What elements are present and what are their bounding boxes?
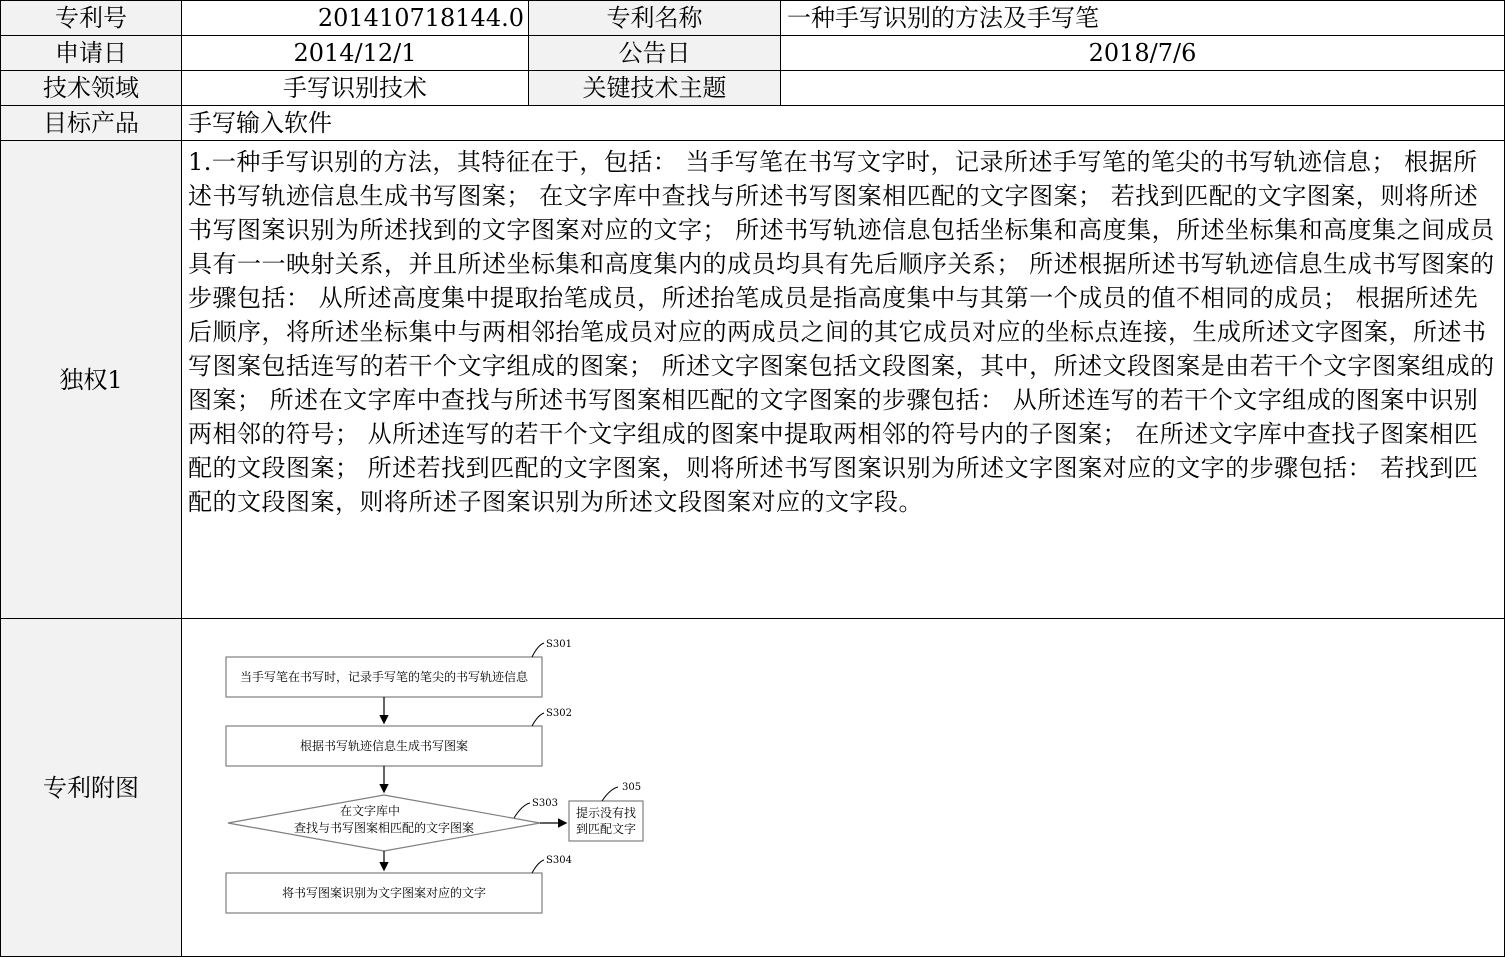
publication-date-label: 公告日 bbox=[529, 36, 781, 71]
figure-cell bbox=[182, 619, 1505, 957]
row-tech-field bbox=[1, 71, 1505, 106]
row-dates bbox=[1, 36, 1505, 71]
step-s304-text: 将书写图案识别为文字图案对应的文字 bbox=[281, 886, 487, 900]
tech-field-value: 手写识别技术 bbox=[182, 71, 529, 106]
step-s303-id: S303 bbox=[532, 798, 558, 809]
row-target-product bbox=[1, 106, 1505, 141]
step-305-line2: 到匹配文字 bbox=[575, 822, 637, 836]
publication-date-value: 2018/7/6 bbox=[781, 36, 1505, 71]
tech-field-label: 技术领域 bbox=[1, 71, 182, 106]
patent-no-value: 201410718144.0 bbox=[182, 1, 529, 36]
step-s302-id: S302 bbox=[546, 708, 572, 719]
claim-label: 独权1 bbox=[1, 141, 182, 619]
key-topic-label: 关键技术主题 bbox=[529, 71, 781, 106]
flowchart bbox=[182, 619, 1504, 955]
key-topic-value bbox=[781, 71, 1505, 106]
target-product-label: 目标产品 bbox=[1, 106, 182, 141]
patent-name-value: 一种手写识别的方法及手写笔 bbox=[781, 1, 1505, 36]
step-s301 bbox=[226, 639, 572, 697]
row-patent-no bbox=[1, 1, 1505, 36]
step-s302 bbox=[226, 708, 572, 766]
claim-text: 1.一种手写识别的方法，其特征在于，包括： 当手写笔在书写文字时，记录所述手写笔的笔尖的书写轨迹信息； 根据所述书写轨迹信息生成书写图案； 在文字库中查找与所述书写图案相匹配的文字图案； 若找到匹配的文字图案，则将所述书写图案识别为所述找到的文字图案对应的文字； 所述书写轨迹信息包括坐标集和高度集，所述坐标集和高度集之间成员具有一一映射关系，并且所述坐标集和高度集内的成员均具有先后顺序关系； 所述根据所述书写轨迹信息生成书写图案的步骤包括： 从所述高度集中提取抬笔成员，所述抬笔成员是指高度集中与其第一个成员的值不相同的成员； 根据所述先后顺序，将所述坐标集中与两相邻抬笔成员对应的两成员之间的其它成员对应的坐标点连接，生成所述文字图案，所述书写图案包括连写的若干个文字组成的图案； 所述文字图案包括文段图案，其中，所述文段图案是由若干个文字图案组成的图案； 所述在文字库中查找与所述书写图案相匹配的文字图案的步骤包括： 从所述连写的若干个文字组成的图案中识别两相邻的符号； 从所述连写的若干个文字组成的图案中提取两相邻的符号内的子图案； 在所述文字库中查找子图案相匹配的文段图案； 所述若找到匹配的文字图案，则将所述书写图案识别为所述文字图案对应的文字的步骤包括： 若找到匹配的文段图案，则将所述子图案识别为所述文段图案对应的文字段。 bbox=[182, 141, 1505, 619]
step-s303-line1: 在文字库中 bbox=[339, 804, 401, 818]
step-s301-text: 当手写笔在书写时，记录手写笔的笔尖的书写轨迹信息 bbox=[239, 670, 529, 684]
step-s302-text: 根据书写轨迹信息生成书写图案 bbox=[299, 739, 469, 753]
step-s304-id: S304 bbox=[546, 855, 572, 866]
step-305 bbox=[569, 782, 643, 841]
step-305-line1: 提示没有找 bbox=[575, 806, 637, 820]
row-figure bbox=[1, 619, 1505, 957]
step-s303-line2: 查找与书写图案相匹配的文字图案 bbox=[293, 821, 475, 835]
target-product-value: 手写输入软件 bbox=[182, 106, 1505, 141]
patent-name-label: 专利名称 bbox=[529, 1, 781, 36]
step-s304 bbox=[226, 855, 572, 913]
filing-date-label: 申请日 bbox=[1, 36, 182, 71]
flowchart-svg bbox=[182, 619, 1504, 955]
step-305-id: 305 bbox=[622, 782, 642, 793]
row-claim bbox=[1, 141, 1505, 619]
figure-label: 专利附图 bbox=[1, 619, 182, 957]
step-s303 bbox=[228, 795, 558, 851]
patent-no-label: 专利号 bbox=[1, 1, 182, 36]
step-s301-id: S301 bbox=[546, 639, 572, 650]
filing-date-value: 2014/12/1 bbox=[182, 36, 529, 71]
